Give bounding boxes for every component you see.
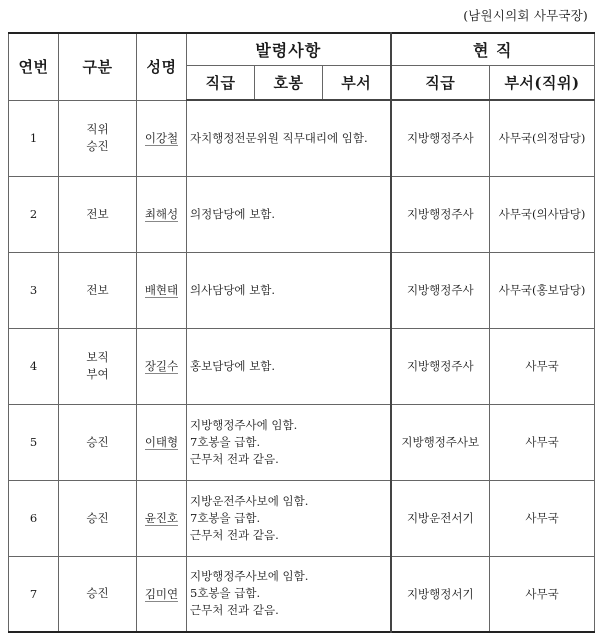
row-order-content: 지방행정주사보에 임함. 5호봉을 급함. 근무처 전과 같음. — [187, 556, 391, 632]
table-row — [9, 176, 595, 252]
personnel-order-table — [8, 32, 595, 633]
person-name: 장길수 — [144, 359, 179, 373]
row-name — [137, 404, 187, 480]
person-name: 윤진호 — [144, 511, 179, 525]
row-current-dept: 사무국 — [490, 480, 595, 556]
row-kind: 직위 승진 — [59, 100, 137, 176]
row-name — [137, 176, 187, 252]
row-no: 3 — [9, 252, 59, 328]
table-row — [9, 328, 595, 404]
row-kind: 승진 — [59, 404, 137, 480]
row-kind: 보직 부여 — [59, 328, 137, 404]
person-name: 배현태 — [144, 283, 179, 297]
row-current-dept: 사무국 — [490, 404, 595, 480]
row-current-dept: 사무국(홍보담당) — [490, 252, 595, 328]
table-row — [9, 404, 595, 480]
row-name — [137, 328, 187, 404]
header-order-rank: 직급 — [187, 66, 255, 101]
person-name: 이강철 — [144, 131, 179, 145]
row-name — [137, 100, 187, 176]
header-order-dept: 부서 — [323, 66, 391, 101]
row-name — [137, 556, 187, 632]
table-row — [9, 556, 595, 632]
row-order-content: 지방행정주사에 임함. 7호봉을 급함. 근무처 전과 같음. — [187, 404, 391, 480]
header-kind: 구분 — [59, 33, 137, 100]
row-current-dept: 사무국 — [490, 556, 595, 632]
row-no: 2 — [9, 176, 59, 252]
row-no: 1 — [9, 100, 59, 176]
row-current-rank: 지방행정주사 — [391, 328, 490, 404]
person-name: 김미연 — [144, 586, 179, 601]
header-current-group: 현 직 — [391, 33, 595, 66]
person-name: 최해성 — [144, 207, 179, 221]
row-no: 7 — [9, 556, 59, 632]
row-no: 5 — [9, 404, 59, 480]
header-current-dept: 부서(직위) — [490, 66, 595, 101]
row-kind: 승진 — [59, 556, 137, 632]
row-current-dept: 사무국 — [490, 328, 595, 404]
row-current-rank: 지방행정서기 — [391, 556, 490, 632]
row-no: 6 — [9, 480, 59, 556]
row-current-dept: 사무국(의정담당) — [490, 100, 595, 176]
row-order-content: 홍보담당에 보함. — [187, 328, 391, 404]
row-kind: 승진 — [59, 480, 137, 556]
row-current-rank: 지방운전서기 — [391, 480, 490, 556]
header-order-group: 발령사항 — [187, 33, 391, 66]
row-current-dept: 사무국(의사담당) — [490, 176, 595, 252]
header-current-rank: 직급 — [391, 66, 490, 101]
row-order-content: 의사담당에 보함. — [187, 252, 391, 328]
header-name: 성명 — [137, 33, 187, 100]
row-current-rank: 지방행정주사 — [391, 176, 490, 252]
table-row — [9, 480, 595, 556]
header-no: 연번 — [9, 33, 59, 100]
row-name — [137, 252, 187, 328]
row-current-rank: 지방행정주사 — [391, 252, 490, 328]
row-order-content: 자치행정전문위원 직무대리에 임함. — [187, 100, 391, 176]
row-order-content: 의정담당에 보함. — [187, 176, 391, 252]
row-order-content: 지방운전주사보에 임함. 7호봉을 급함. 근무처 전과 같음. — [187, 480, 391, 556]
row-no: 4 — [9, 328, 59, 404]
row-current-rank: 지방행정주사 — [391, 100, 490, 176]
table-body — [9, 100, 595, 632]
table-row — [9, 100, 595, 176]
row-kind: 전보 — [59, 252, 137, 328]
row-current-rank: 지방행정주사보 — [391, 404, 490, 480]
header-row-1 — [9, 33, 595, 66]
issuer-label: (남원시의회 사무국장) — [463, 8, 588, 23]
row-name — [137, 480, 187, 556]
row-kind: 전보 — [59, 176, 137, 252]
person-name: 이태형 — [144, 435, 179, 449]
table-row — [9, 252, 595, 328]
header-order-step: 호봉 — [255, 66, 323, 101]
